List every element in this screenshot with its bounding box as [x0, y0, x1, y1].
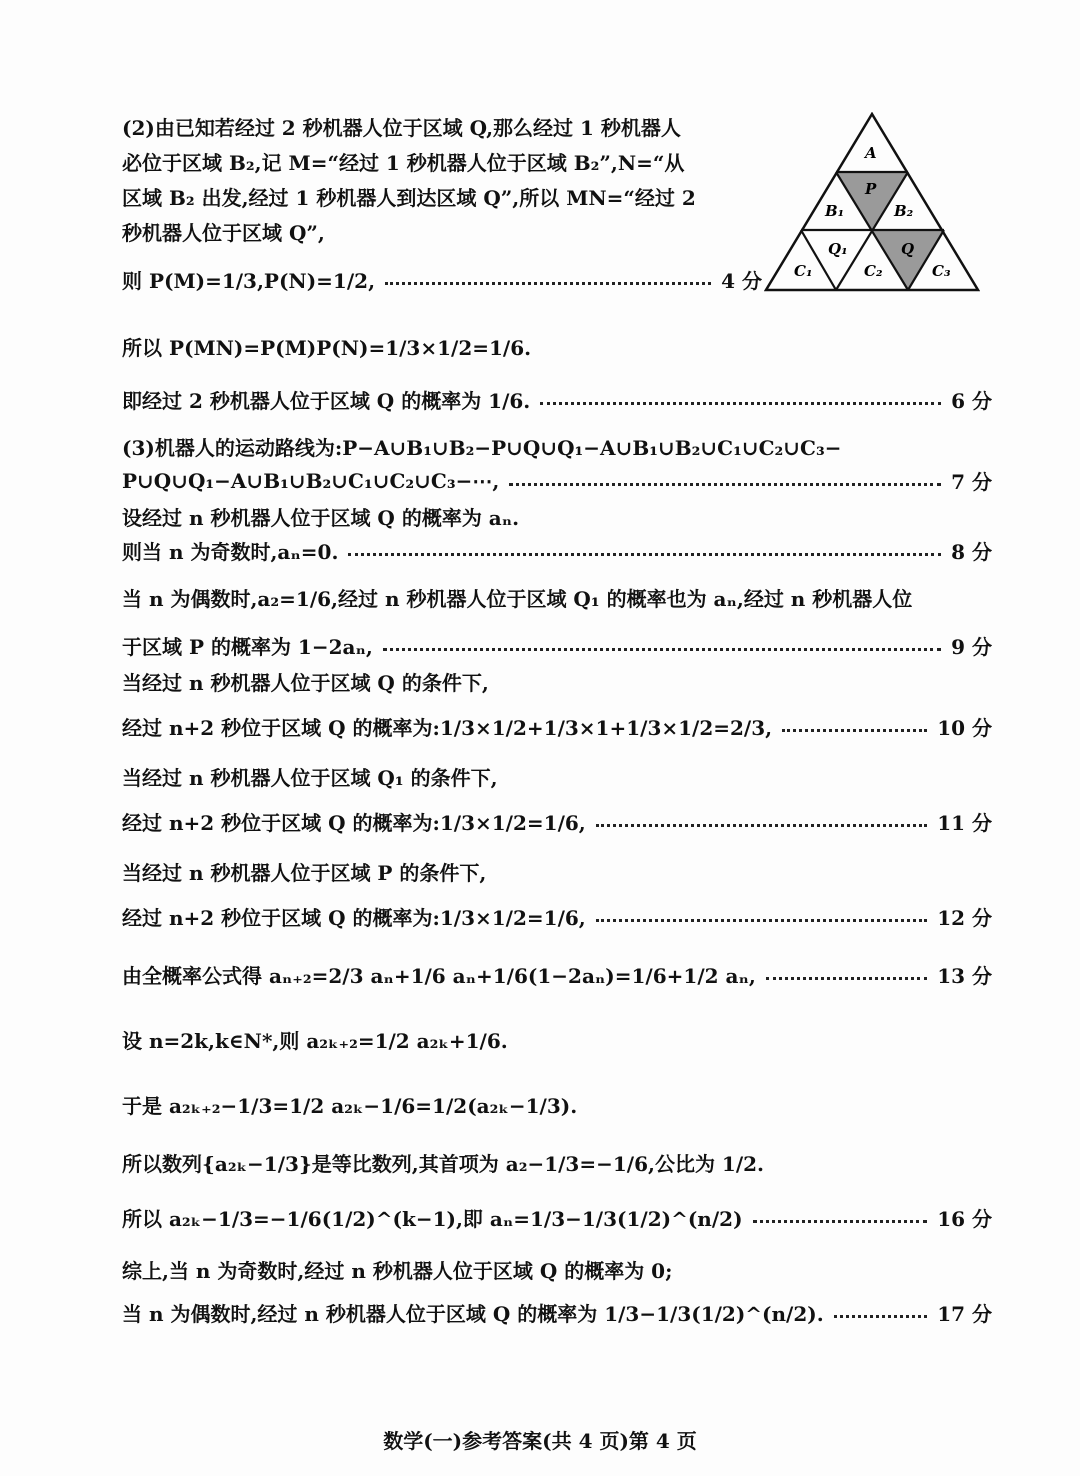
solution-line: [122, 1148, 992, 1177]
dot-leader: [348, 553, 941, 556]
solution-line: [122, 1298, 992, 1327]
solution-line-text: 设经过 n 秒机器人位于区域 Q 的概率为 aₙ.: [122, 506, 520, 530]
solution-line-text: 由全概率公式得 aₙ₊₂=2/3 aₙ+1/6 aₙ+1/6(1−2aₙ)=1/6+1/2 aₙ,: [122, 964, 756, 988]
solution-line-text: 秒机器人位于区域 Q”,: [122, 221, 325, 245]
triangle-region-diagram: [764, 112, 980, 294]
label-b1: B₁: [825, 202, 845, 220]
dot-leader: [509, 483, 941, 486]
solution-line: [122, 631, 992, 660]
page-footer: 数学(一)参考答案(共 4 页)第 4 页: [383, 1429, 697, 1453]
score-mark: 4 分: [721, 269, 762, 293]
label-b2: B₂: [894, 202, 914, 220]
dot-leader: [596, 824, 927, 827]
score-mark: 13 分: [937, 964, 992, 988]
solution-line-text: 所以 P(MN)=P(M)P(N)=1/3×1/2=1/6.: [122, 336, 532, 360]
solution-line: [122, 1203, 992, 1232]
solution-line-text: 经过 n+2 秒位于区域 Q 的概率为:1/3×1/2=1/6,: [122, 811, 586, 835]
solution-line: [122, 265, 762, 294]
dot-leader: [596, 919, 927, 922]
score-mark: 11 分: [937, 811, 992, 835]
solution-line-text: 即经过 2 秒机器人位于区域 Q 的概率为 1/6.: [122, 389, 531, 413]
solution-line-text: P∪Q∪Q₁−A∪B₁∪B₂∪C₁∪C₂∪C₃−⋯,: [122, 468, 500, 493]
solution-line: [122, 902, 992, 931]
solution-line: [122, 217, 762, 246]
score-mark: 9 分: [951, 635, 992, 659]
solution-line-text: 当经过 n 秒机器人位于区域 Q 的条件下,: [122, 671, 489, 695]
solution-line-text: 于是 a₂ₖ₊₂−1/3=1/2 a₂ₖ−1/6=1/2(a₂ₖ−1/3).: [122, 1094, 578, 1118]
solution-line-text: 经过 n+2 秒位于区域 Q 的概率为:1/3×1/2=1/6,: [122, 906, 586, 930]
dot-leader: [540, 402, 941, 405]
solution-line-text: 则 P(M)=1/3,P(N)=1/2,: [122, 269, 376, 293]
score-mark: 8 分: [951, 540, 992, 564]
solution-line: [122, 667, 992, 696]
score-mark: 6 分: [951, 389, 992, 413]
solution-line-text: 当经过 n 秒机器人位于区域 P 的条件下,: [122, 861, 487, 885]
solution-line-text: 则当 n 为奇数时,aₙ=0.: [122, 540, 339, 564]
score-mark: 10 分: [937, 716, 992, 740]
dot-leader: [753, 1220, 928, 1223]
solution-line-text: 必位于区域 B₂,记 M=“经过 1 秒机器人位于区域 B₂”,N=“从: [122, 151, 685, 175]
solution-line-text: 区域 B₂ 出发,经过 1 秒机器人到达区域 Q”,所以 MN=“经过 2: [122, 186, 696, 210]
solution-line: [122, 960, 992, 989]
label-a: A: [865, 144, 877, 162]
solution-line-text: 当 n 为偶数时,经过 n 秒机器人位于区域 Q 的概率为 1/3−1/3(1/2)^(n/2).: [122, 1302, 824, 1326]
solution-line: [122, 857, 992, 886]
region-q-shade: [872, 230, 944, 290]
solution-line-text: 设 n=2k,k∈N*,则 a₂ₖ₊₂=1/2 a₂ₖ+1/6.: [122, 1029, 508, 1053]
solution-line-text: 所以 a₂ₖ−1/3=−1/6(1/2)^(k−1),即 aₙ=1/3−1/3(1/2)^(n/2): [122, 1207, 743, 1231]
solution-line: [122, 466, 992, 495]
solution-line-text: 当 n 为偶数时,a₂=1/6,经过 n 秒机器人位于区域 Q₁ 的概率也为 aₙ,经过 n 秒机器人位: [122, 587, 913, 611]
score-mark: 7 分: [951, 470, 992, 494]
label-c2: C₂: [864, 262, 883, 280]
solution-line: [122, 583, 992, 612]
score-mark: 12 分: [937, 906, 992, 930]
solution-line-text: 于区域 P 的概率为 1−2aₙ,: [122, 635, 373, 659]
label-q: Q: [901, 240, 915, 258]
solution-line-text: 经过 n+2 秒位于区域 Q 的概率为:1/3×1/2+1/3×1+1/3×1/2=2/3,: [122, 716, 773, 740]
dot-leader: [385, 282, 711, 285]
solution-line: [122, 807, 992, 836]
solution-line-text: 综上,当 n 为奇数时,经过 n 秒机器人位于区域 Q 的概率为 0;: [122, 1259, 673, 1283]
label-p: P: [865, 180, 877, 198]
dot-leader: [834, 1315, 927, 1318]
solution-line: [122, 1255, 992, 1284]
solution-line: [122, 1090, 992, 1119]
solution-line-text: 当经过 n 秒机器人位于区域 Q₁ 的条件下,: [122, 766, 498, 790]
score-mark: 16 分: [937, 1207, 992, 1231]
solution-line-text: (2)由已知若经过 2 秒机器人位于区域 Q,那么经过 1 秒机器人: [122, 116, 681, 140]
solution-line: [122, 762, 992, 791]
solution-line: [122, 385, 992, 414]
label-c1: C₁: [794, 262, 813, 280]
solution-line-text: (3)机器人的运动路线为:P−A∪B₁∪B₂−P∪Q∪Q₁−A∪B₁∪B₂∪C₁∪C₂∪C₃−: [122, 436, 842, 460]
solution-line: [122, 332, 992, 361]
solution-line: [122, 112, 762, 141]
solution-line-text: 所以数列{a₂ₖ−1/3}是等比数列,其首项为 a₂−1/3=−1/6,公比为 1/2.: [122, 1152, 765, 1176]
label-q1: Q₁: [828, 240, 848, 258]
solution-line: [122, 502, 992, 531]
solution-line: [122, 536, 992, 565]
label-c3: C₃: [932, 262, 951, 280]
score-mark: 17 分: [937, 1302, 992, 1326]
solution-line: [122, 432, 992, 461]
solution-line: [122, 1025, 992, 1054]
dot-leader: [782, 729, 927, 732]
dot-leader: [766, 977, 927, 980]
dot-leader: [383, 648, 941, 651]
solution-line: [122, 182, 762, 211]
solution-line: [122, 712, 992, 741]
solution-line: [122, 147, 762, 176]
